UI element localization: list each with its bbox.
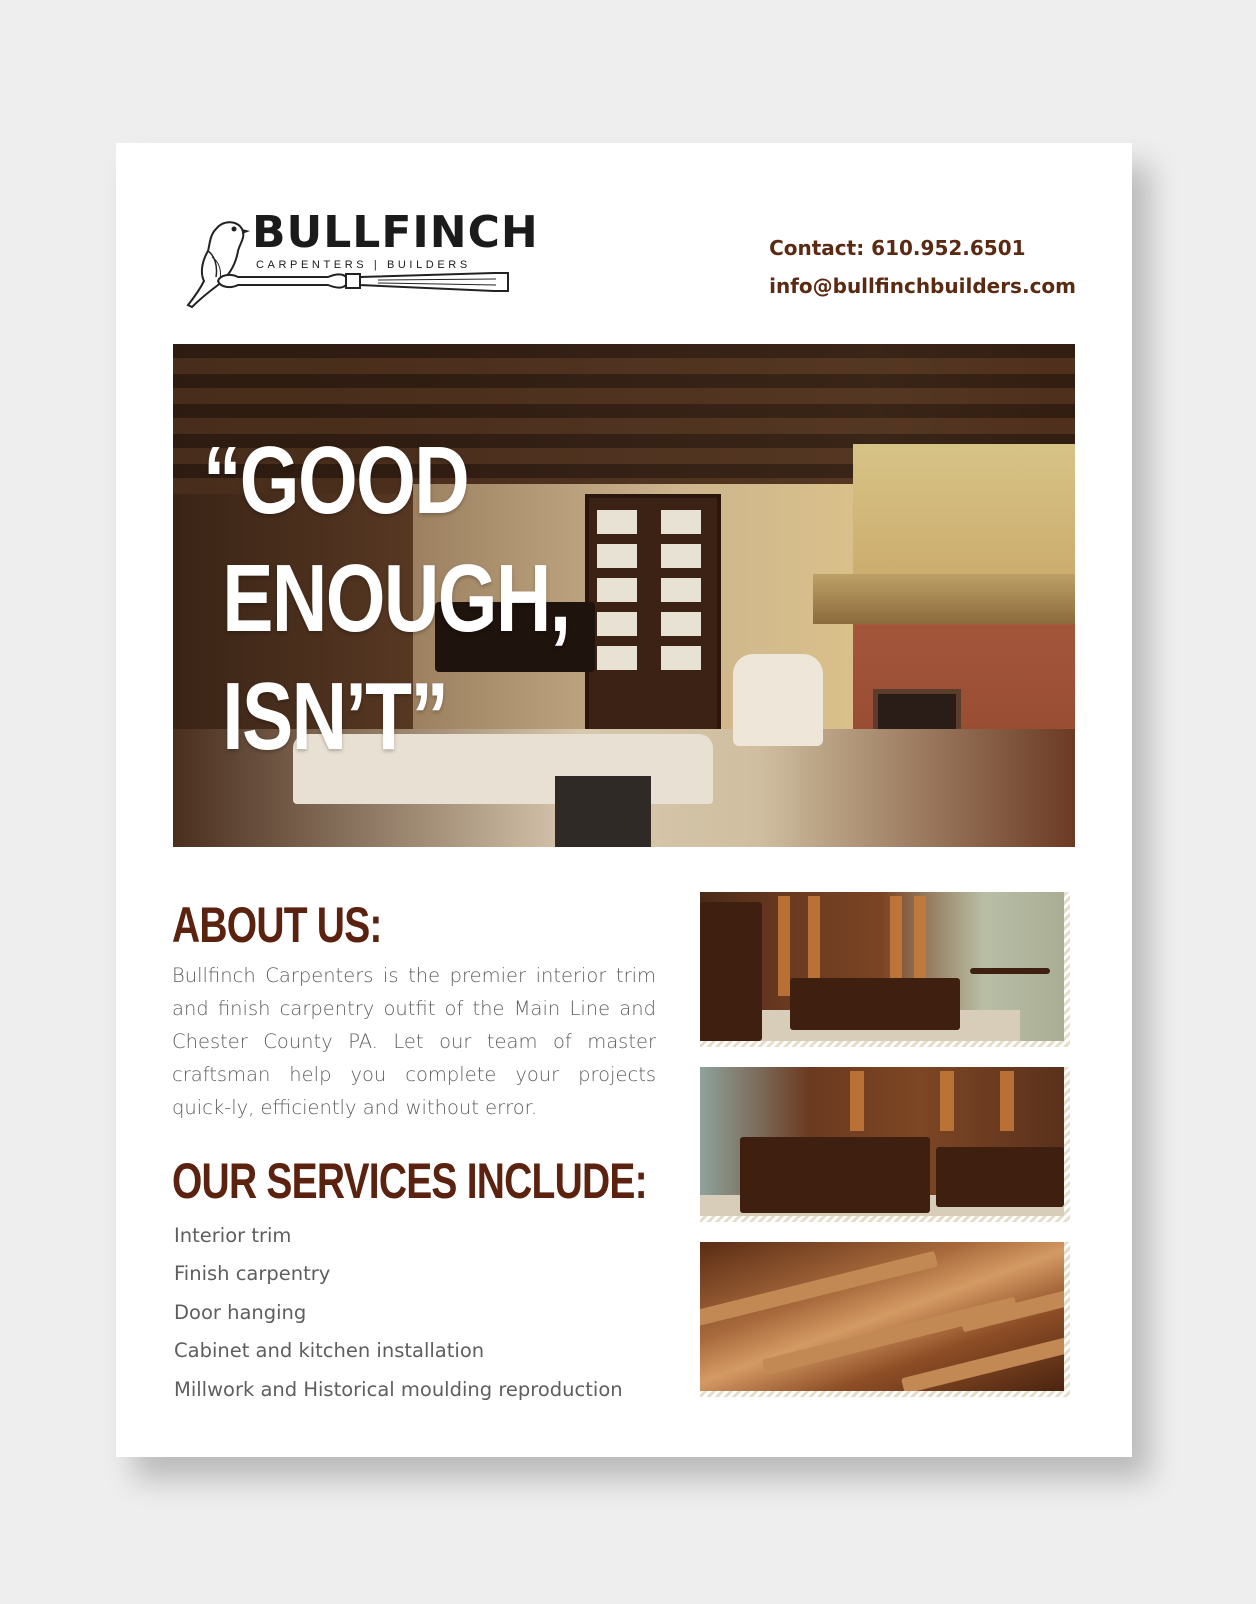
hero-line-2: ENOUGH, [222, 545, 570, 652]
list-item: Finish carpentry [174, 1262, 331, 1286]
contact-email[interactable]: info@bullfinchbuilders.com [769, 274, 1076, 298]
hero-line-1: “GOOD [203, 427, 469, 534]
services-heading: OUR SERVICES INCLUDE: [172, 1153, 647, 1209]
photo-wood-moulding-detail [700, 1242, 1070, 1397]
hero-image [173, 344, 1075, 847]
brand-name: BULLFINCH [252, 207, 539, 258]
list-item: Interior trim [174, 1224, 292, 1247]
hero-line-3: ISN’T” [222, 663, 448, 770]
list-item: Door hanging [174, 1300, 307, 1324]
flyer-page [116, 143, 1132, 1457]
hero-headline [203, 422, 619, 776]
bullfinch-logo [178, 207, 539, 315]
services-list [174, 1217, 623, 1409]
hero-armchair [733, 654, 823, 746]
photo-desk-bookshelves [700, 1067, 1070, 1222]
hero-throw-blanket [555, 776, 651, 847]
hero-mantel [813, 574, 1075, 624]
contact-phone[interactable]: Contact: 610.952.6501 [769, 236, 1026, 260]
list-item: Cabinet and kitchen installation [174, 1339, 485, 1363]
about-heading: ABOUT US: [172, 897, 382, 953]
photo-office-library [700, 892, 1070, 1047]
brand-tagline: CARPENTERS | BUILDERS [256, 259, 471, 271]
contact-block [769, 229, 1076, 305]
about-body: Bullfinch Carpenters is the premier interior trim and finish carpentry outfit of the Main Line and Chester County PA. Let our team of master craftsman help you complete your projects quick-ly, efficiently and without error. [172, 964, 656, 1119]
list-item: Millwork and Historical moulding reproduction [174, 1377, 623, 1401]
